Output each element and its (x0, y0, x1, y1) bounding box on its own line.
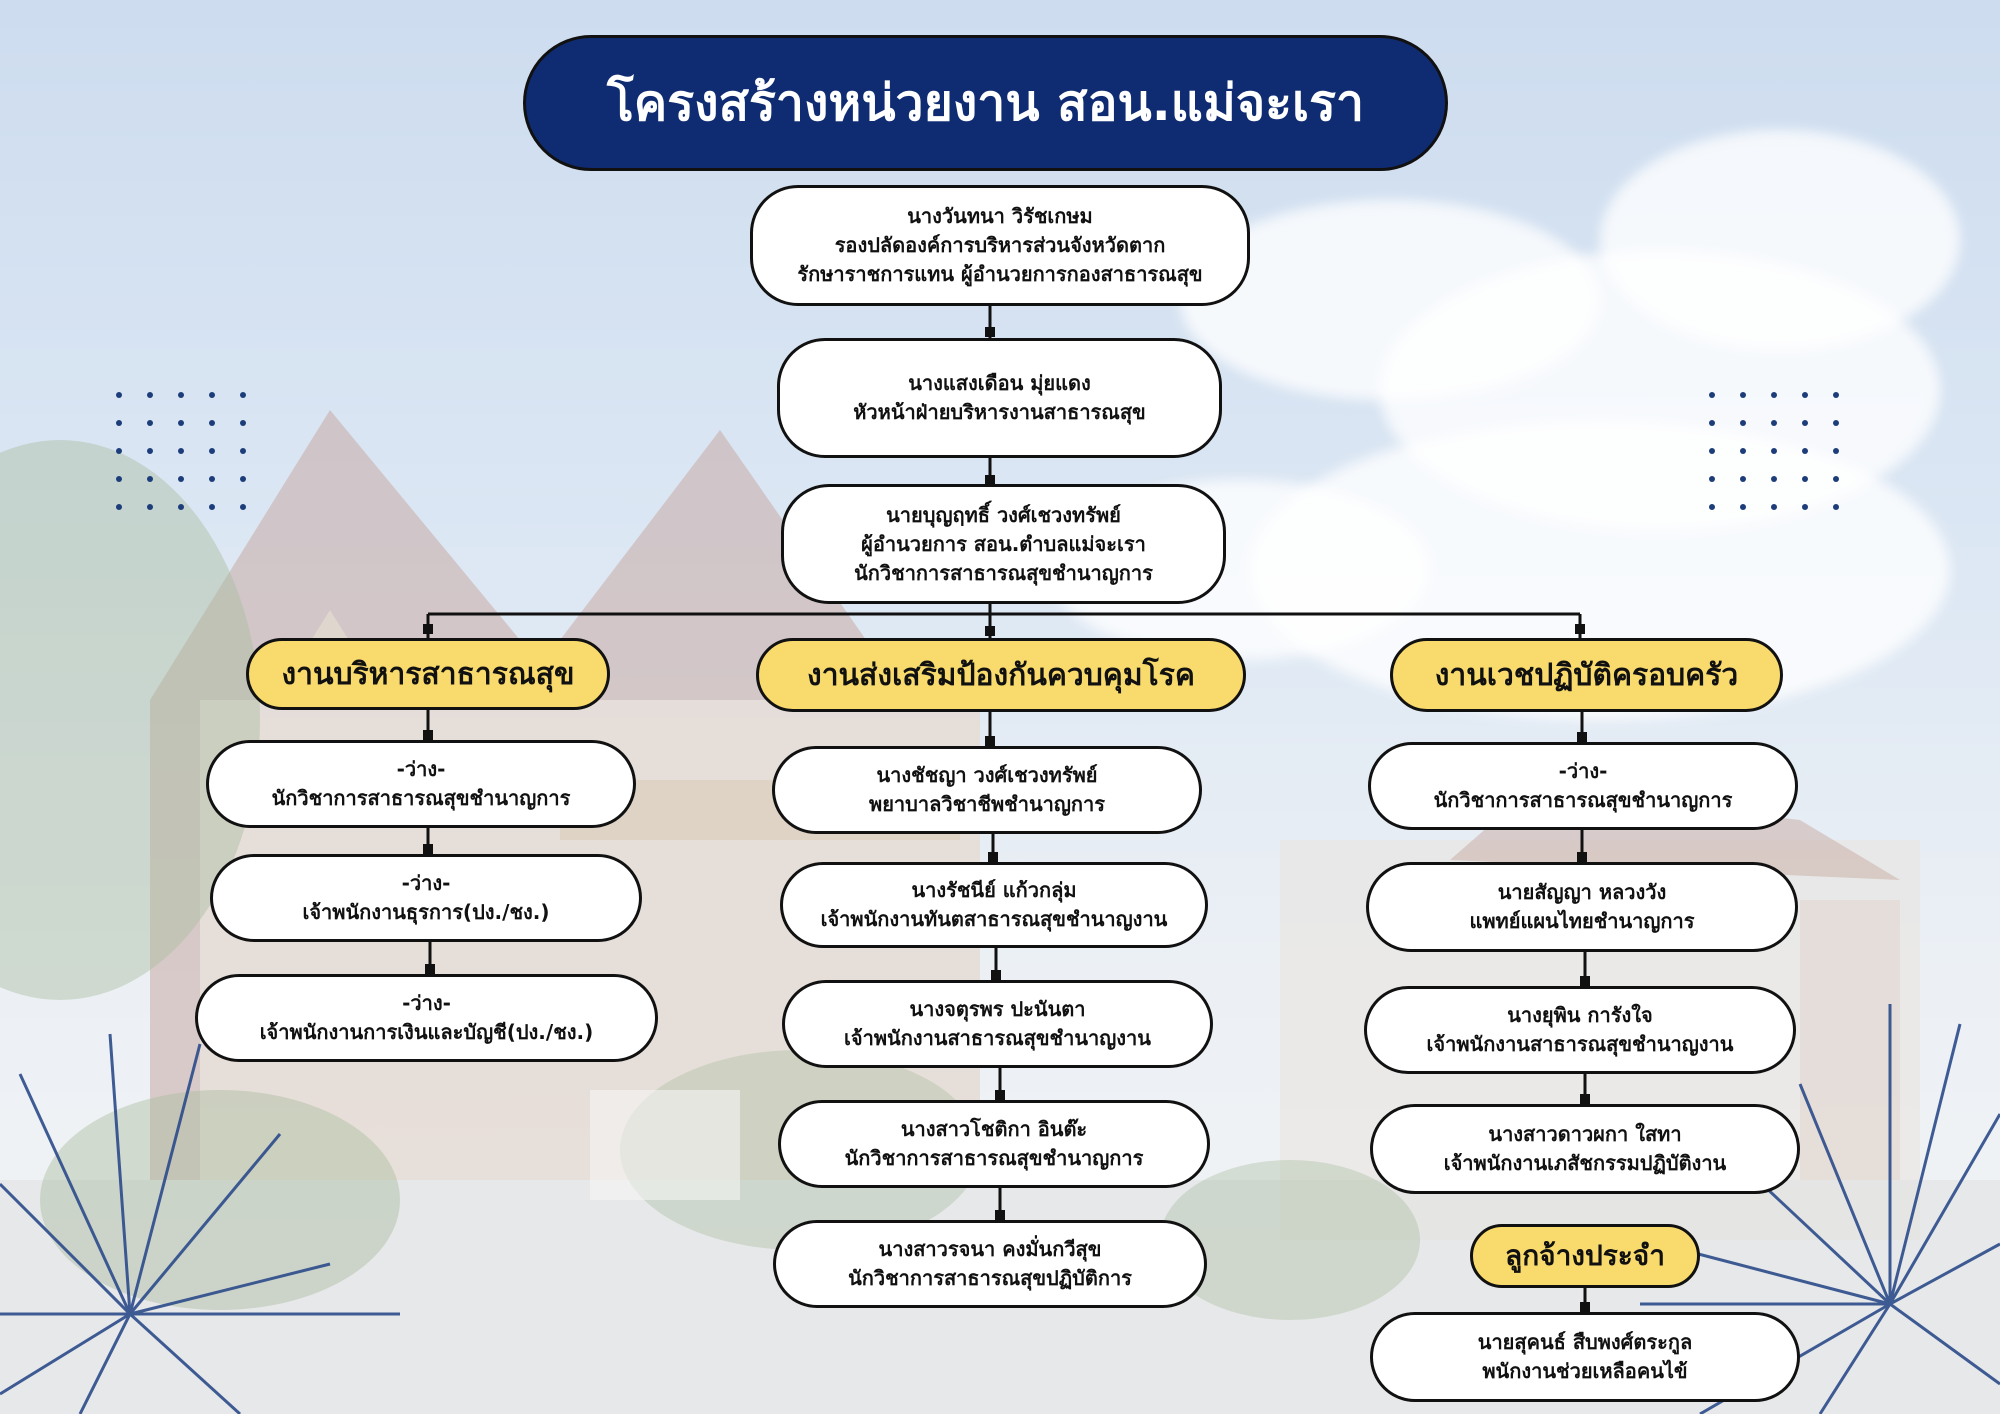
staff-box (1370, 1312, 1800, 1402)
leader-position: นักวิชาการสาธารณสุขชำนาญการ (854, 560, 1153, 585)
leader-hospital-director-box (781, 484, 1226, 604)
leader-head-box (777, 338, 1222, 458)
leader-name: นางวันทนา วิรัชเกษม (907, 204, 1093, 228)
leader-position: หัวหน้าฝ่ายบริหารงานสาธารณสุข (853, 400, 1146, 424)
staff-name: นางสาวโชติกา อินต๊ะ (900, 1117, 1088, 1141)
staff-name: นางยุพิน การังใจ (1507, 1003, 1653, 1027)
staff-box (210, 854, 642, 942)
staff-position: เจ้าพนักงานสาธารณสุขชำนาญงาน (1426, 1032, 1734, 1056)
staff-name: นายสัญญา หลวงวัง (1497, 880, 1667, 904)
staff-name: นางรัชนีย์ แก้วกลุ่ม (911, 878, 1077, 902)
staff-box (778, 1100, 1210, 1188)
staff-name: นางชัชญา วงศ์เชวงทรัพย์ (876, 763, 1098, 787)
staff-name: นางสาวดาวผกา ใสทา (1488, 1122, 1682, 1146)
leader-position: รักษาราชการแทน ผู้อำนวยการกองสาธารณสุข (797, 262, 1203, 286)
staff-position: นักวิชาการสาธารณสุขชำนาญการ (1433, 788, 1733, 812)
leader-name: นายบุญฤทธิ์ วงศ์เชวงทรัพย์ (886, 502, 1121, 527)
section-admin-header: งานบริหารสาธารณสุข (246, 638, 610, 710)
section-prevention-header: งานส่งเสริมป้องกันควบคุมโรค (756, 638, 1246, 712)
staff-name: -ว่าง- (401, 871, 451, 895)
staff-box (782, 980, 1213, 1068)
staff-position: นักวิชาการสาธารณสุขชำนาญการ (271, 786, 571, 810)
staff-box (195, 974, 658, 1062)
leader-director-box (750, 185, 1250, 306)
staff-box (772, 746, 1202, 834)
staff-position: เจ้าพนักงานเภสัชกรรมปฏิบัติงาน (1443, 1151, 1727, 1175)
leader-name: นางแสงเดือน มุ่ยแดง (908, 371, 1091, 395)
staff-name: -ว่าง- (402, 991, 451, 1015)
staff-position: พนักงานช่วยเหลือคนไข้ (1482, 1359, 1688, 1383)
staff-name: -ว่าง- (1558, 759, 1608, 783)
staff-name: -ว่าง- (396, 757, 446, 781)
staff-position: เจ้าพนักงานสาธารณสุขชำนาญงาน (844, 1026, 1151, 1050)
page-title: โครงสร้างหน่วยงาน สอน.แม่จะเรา (523, 35, 1448, 171)
staff-position: พยาบาลวิชาชีพชำนาญการ (869, 792, 1105, 816)
staff-name: นางสาวรจนา คงมั่นกวีสุข (878, 1237, 1102, 1261)
staff-position: นักวิชาการสาธารณสุขปฏิบัติการ (848, 1266, 1132, 1290)
staff-box (1370, 1104, 1800, 1194)
staff-box (1364, 986, 1796, 1074)
staff-box (780, 862, 1208, 948)
staff-box (206, 740, 636, 828)
staff-name: นางจตุรพร ปะนันตา (909, 997, 1086, 1021)
staff-position: นักวิชาการสาธารณสุขชำนาญการ (844, 1146, 1144, 1170)
staff-position: เจ้าพนักงานทันตสาธารณสุขชำนาญงาน (820, 907, 1168, 931)
staff-position: เจ้าพนักงานธุรการ(ปง./ชง.) (302, 900, 550, 924)
staff-position: แพทย์แผนไทยชำนาญการ (1469, 909, 1695, 933)
staff-box (1368, 742, 1798, 830)
staff-name: นายสุคนธ์ สืบพงศ์ตระกูล (1477, 1330, 1693, 1354)
staff-box (1366, 862, 1798, 952)
staff-box (773, 1220, 1207, 1308)
section-family-medicine-header: งานเวชปฏิบัติครอบครัว (1390, 638, 1783, 712)
staff-position: เจ้าพนักงานการเงินและบัญชี(ปง./ชง.) (259, 1020, 594, 1044)
leader-position: ผู้อำนวยการ สอน.ตำบลแม่จะเรา (861, 531, 1146, 556)
leader-position: รองปลัดองค์การบริหารส่วนจังหวัดตาก (834, 233, 1166, 257)
section-permanent-employee-header: ลูกจ้างประจำ (1470, 1224, 1700, 1288)
